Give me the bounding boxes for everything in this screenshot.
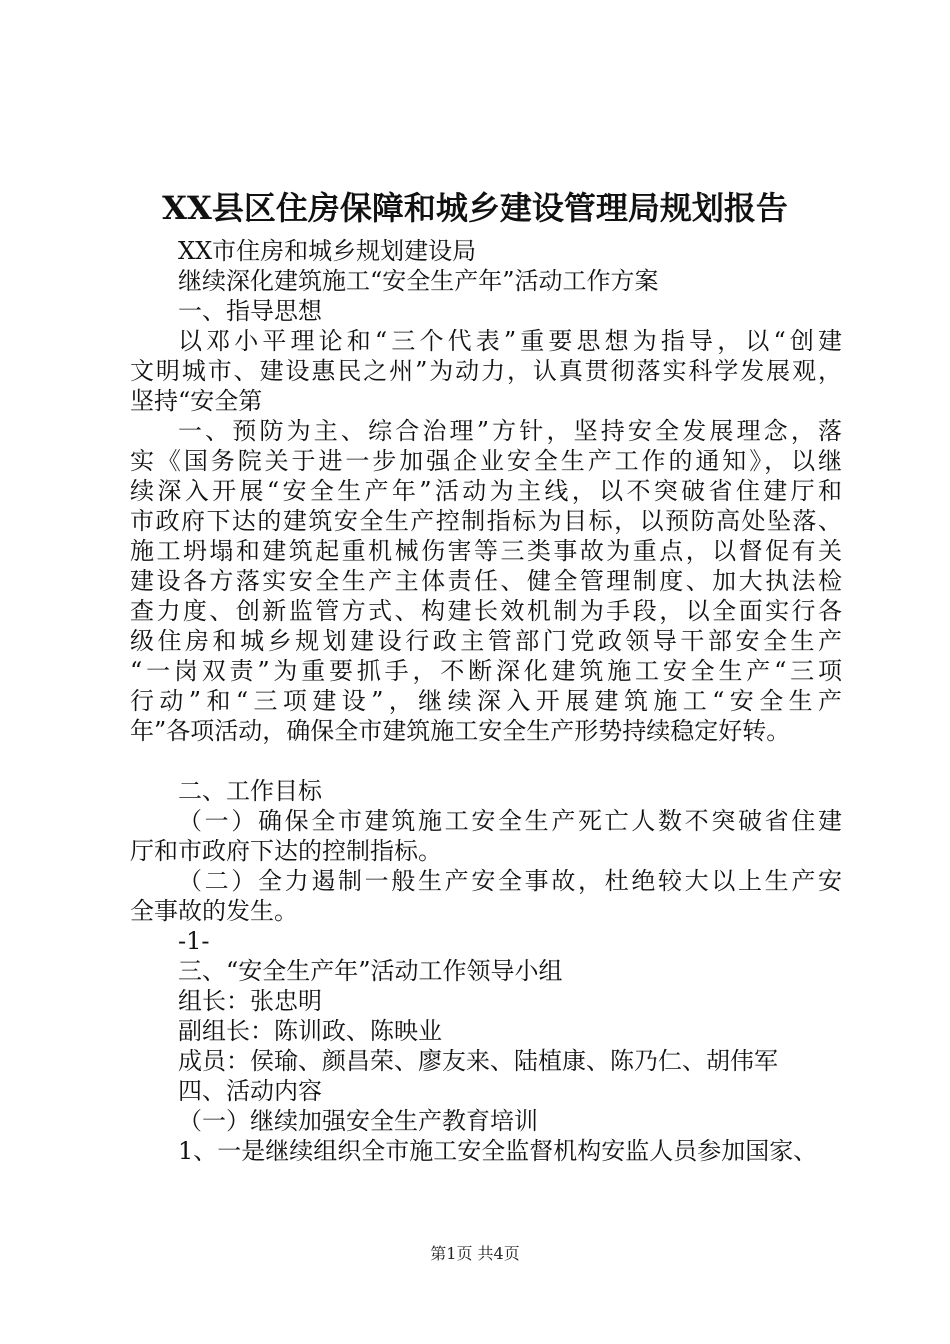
paragraph-line: 续深入开展“安全生产年”活动为主线，以不突破省住建厅和 xyxy=(130,477,842,505)
paragraph-line: （二）全力遏制一般生产安全事故，杜绝较大以上生产安 xyxy=(178,867,842,895)
paragraph-line: 实《国务院关于进一步加强企业安全生产工作的通知》，以继 xyxy=(130,447,842,475)
paragraph-line: 全事故的发生。 xyxy=(130,897,298,925)
page-footer: 第1页 共4页 xyxy=(430,1244,520,1263)
paragraph-line: 1、一是继续组织全市施工安全监督机构安监人员参加国家、 xyxy=(178,1137,818,1165)
issuer-line: XX市住房和城乡规划建设局 xyxy=(178,237,477,265)
team-members-line: 成员：侯瑜、颜昌荣、廖友来、陆植康、陈乃仁、胡伟军 xyxy=(178,1047,778,1075)
paragraph-line: “一岗双责”为重要抓手，不断深化建筑施工安全生产“三项 xyxy=(130,657,842,685)
paragraph-line: 施工坍塌和建筑起重机械伤害等三类事故为重点，以督促有关 xyxy=(130,537,842,565)
paragraph-line: 建设各方落实安全生产主体责任、健全管理制度、加大执法检 xyxy=(130,567,842,595)
paragraph-line: 以邓小平理论和“三个代表”重要思想为指导，以“创建 xyxy=(178,327,842,355)
team-leader-line: 组长：张忠明 xyxy=(178,987,322,1015)
plan-title-line: 继续深化建筑施工“安全生产年”活动工作方案 xyxy=(178,267,659,295)
paragraph-line: 市政府下达的建筑安全生产控制指标为目标，以预防高处坠落、 xyxy=(130,507,842,535)
paragraph-line: 坚持“安全第 xyxy=(130,387,263,415)
paragraph-line: 厅和市政府下达的控制指标。 xyxy=(130,837,442,865)
paragraph-line: 级住房和城乡规划建设行政主管部门党政领导干部安全生产 xyxy=(130,627,842,655)
section-heading: 二、工作目标 xyxy=(178,777,322,805)
paragraph-line: 一、预防为主、综合治理”方针，坚持安全发展理念，落 xyxy=(178,417,842,445)
document-body xyxy=(130,236,842,1166)
subsection-heading: （一）继续加强安全生产教育培训 xyxy=(178,1107,538,1135)
blank-line xyxy=(130,746,842,776)
paragraph-line: （一）确保全市建筑施工安全生产死亡人数不突破省住建 xyxy=(178,807,842,835)
paragraph-line: 文明城市、建设惠民之州”为动力，认真贯彻落实科学发展观， xyxy=(130,357,842,385)
section-heading: 四、活动内容 xyxy=(178,1077,322,1105)
team-deputy-line: 副组长：陈训政、陈映业 xyxy=(178,1017,442,1045)
document-title: XX县区住房保障和城乡建设管理局规划报告 xyxy=(162,189,788,227)
paragraph-line: 行动”和“三项建设”，继续深入开展建筑施工“安全生产 xyxy=(130,687,842,715)
paragraph-line: 查力度、创新监管方式、构建长效机制为手段，以全面实行各 xyxy=(130,597,842,625)
section-heading: 一、指导思想 xyxy=(178,297,322,325)
paragraph-line: 年”各项活动，确保全市建筑施工安全生产形势持续稳定好转。 xyxy=(130,717,791,745)
page-marker: -1- xyxy=(178,927,210,955)
section-heading: 三、“安全生产年”活动工作领导小组 xyxy=(178,957,563,985)
